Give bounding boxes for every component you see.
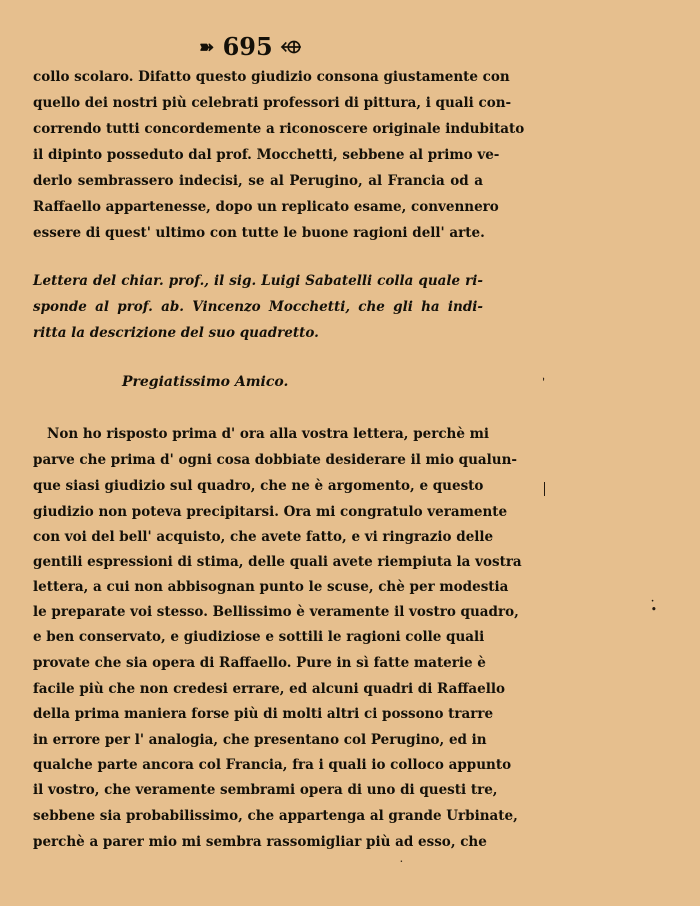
text-line: con voi del bell' acquisto, che avete fatto, e vi ringrazio delle: [33, 529, 494, 545]
text-line: giudizio non poteva precipitarsi. Ora mi congratulo veramente: [33, 504, 508, 520]
text-line: Raffaello appartenesse, dopo un replicato esame, convennero: [33, 199, 499, 215]
text-line: correndo tutti concordemente a riconoscere originale indubitato: [33, 121, 525, 137]
text-line: quello dei nostri più celebrati professori di pittura, i quali con-: [33, 95, 512, 111]
text-line: provate che sia opera di Raffaello. Pure in sì fatte materie è: [33, 655, 486, 671]
text-line: il vostro, che veramente sembrami opera di uno di questi tre,: [33, 782, 498, 798]
print-mark: ·: [400, 856, 403, 866]
text-line: que siasi giudizio sul quadro, che ne è argomento, e questo: [33, 478, 484, 494]
text-line: e ben conservato, e giudiziose e sottili le ragioni colle quali: [33, 629, 485, 645]
text-line: gentili espressioni di stima, delle quali avete riempiuta la vostra: [33, 554, 522, 570]
text-line: collo scolaro. Difatto questo giudizio consona giustamente con: [33, 69, 510, 85]
text-line: lettera, a cui non abbisognan punto le scuse, chè per modestia: [33, 579, 509, 595]
text-line: il dipinto posseduto dal prof. Mocchetti, sebbene al primo ve-: [33, 147, 500, 163]
left-ornament-icon: ➽: [199, 37, 215, 58]
text-line: qualche parte ancora col Francia, fra i quali io colloco appunto: [33, 757, 512, 773]
letter-heading-line: ritta la descrizione del suo quadretto.: [33, 325, 319, 341]
letter-heading-line: Lettera del chiar. prof., il sig. Luigi Sabatelli colla quale ri-: [33, 273, 483, 289]
salutation: Pregiatissimo Amico.: [122, 374, 289, 390]
print-mark: ˋ: [534, 375, 548, 391]
print-mark: · •: [651, 597, 657, 615]
text-line: Non ho risposto prima d' ora alla vostra lettera, perchè mi: [47, 426, 490, 442]
page-number: 695: [222, 32, 273, 61]
text-line: parve che prima d' ogni cosa dobbiate desiderare il mio qualun-: [33, 452, 518, 468]
text-line: derlo sembrassero indecisi, se al Perugino, al Francia od a: [33, 173, 483, 189]
text-line: essere di quest' ultimo con tutte le buone ragioni dell' arte.: [33, 225, 485, 241]
print-mark: [544, 482, 545, 496]
text-line: facile più che non credesi errare, ed alcuni quadri di Raffaello: [33, 681, 505, 697]
text-line: in errore per l' analogia, che presentano col Perugino, ed in: [33, 732, 487, 748]
text-line: della prima maniera forse più di molti altri ci possono trarre: [33, 706, 494, 722]
right-ornament-icon: ⬲: [281, 37, 301, 58]
text-line: perchè a parer mio mi sembra rassomigliar più ad esso, che: [33, 834, 487, 850]
text-line: le preparate voi stesso. Bellissimo è veramente il vostro quadro,: [33, 604, 519, 620]
letter-heading-line: sponde al prof. ab. Vincenzo Mocchetti, che gli ha indi-: [33, 299, 483, 315]
text-line: sebbene sia probabilissimo, che appartenga al grande Urbinate,: [33, 808, 518, 824]
page-header: [0, 32, 500, 61]
